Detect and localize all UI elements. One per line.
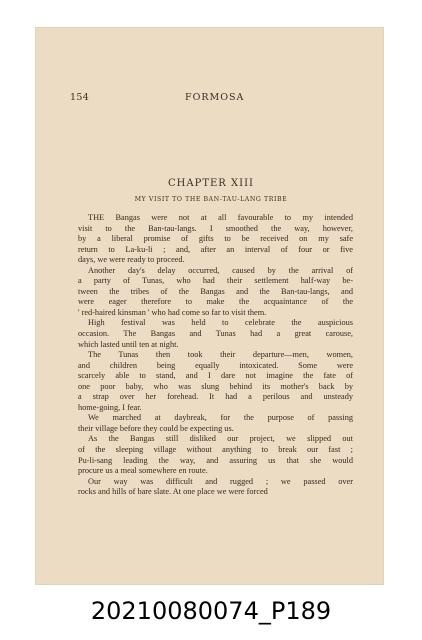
body-text [78,213,353,498]
paragraph [78,350,353,413]
running-head [70,92,356,106]
text-line: THE Bangas were not at all favourable to my intended [88,213,353,222]
text-line: visit to the Ban-tau-langs. I smoothed the way, however, [78,223,353,233]
text-line: return to La-ku-li ; and, after an interval of four or five [78,244,353,254]
text-line: home-going, I fear. [78,402,142,412]
text-line: which lasted until ten at night. [78,339,179,349]
text-line: a strap over her forehead. It had a perilous and unsteady [78,392,353,402]
paragraph [78,434,353,476]
text-line: procure us a meal somewhere en route. [78,466,208,476]
text-line: As the Bangas still disliked our project, we slipped out [88,434,353,444]
text-line: and children being equally intoxicated. Some were [78,360,353,370]
chapter-subtitle: MY VISIT TO THE BAN-TAU-LANG TRIBE [134,196,288,203]
text-line: tween the tribes of the Bangas and the Ban-tau-langs, and [78,286,353,296]
text-line: The Tunas then took their departure—men, women, [88,350,353,360]
text-line: a party of Tunas, who had their settlement half-way be- [78,276,353,286]
image-caption: 20210080074_P189 [90,597,332,625]
page-number: 154 [70,92,90,103]
running-title: FORMOSA [185,92,245,103]
text-line: Another day's delay occurred, caused by the arrival of [88,265,353,275]
chapter-heading: CHAPTER XIII [168,178,254,189]
paragraph [78,266,353,319]
text-line: High festival was held to celebrate the auspicious [88,318,353,328]
text-line: We marched at daybreak, for the purpose of passing [88,413,353,423]
paragraph [78,213,353,266]
paragraph [78,318,353,350]
text-line: Pu-li-sang leading the way, and assuring us that she would [78,455,353,465]
text-line: by a liberal promise of gifts to be received on my safe [78,234,353,244]
text-line: their village before they could be expecting us. [78,423,234,433]
text-line: of the sleeping village without anything to break our fast ; [78,445,353,455]
text-line: Our way was difficult and rugged ; we passed over [88,476,353,486]
text-line: rocks and hills of bare slate. At one place we were forced [78,487,268,497]
text-line: days, we were ready to proceed. [78,255,185,265]
paragraph [78,477,353,498]
text-line: scarcely able to stand, and I dare not imagine the fate of [78,371,353,381]
text-line: one poor baby, who was slung behind its mother's back by [78,381,353,391]
paragraph [78,413,353,434]
text-line: occasion. The Bangas and Tunas had a great carouse, [78,329,353,339]
text-line: were eager therefore to make the acquaintance of the [78,297,353,307]
text-line: ' red-haired kinsman ' who had come so far to visit them. [78,307,267,317]
